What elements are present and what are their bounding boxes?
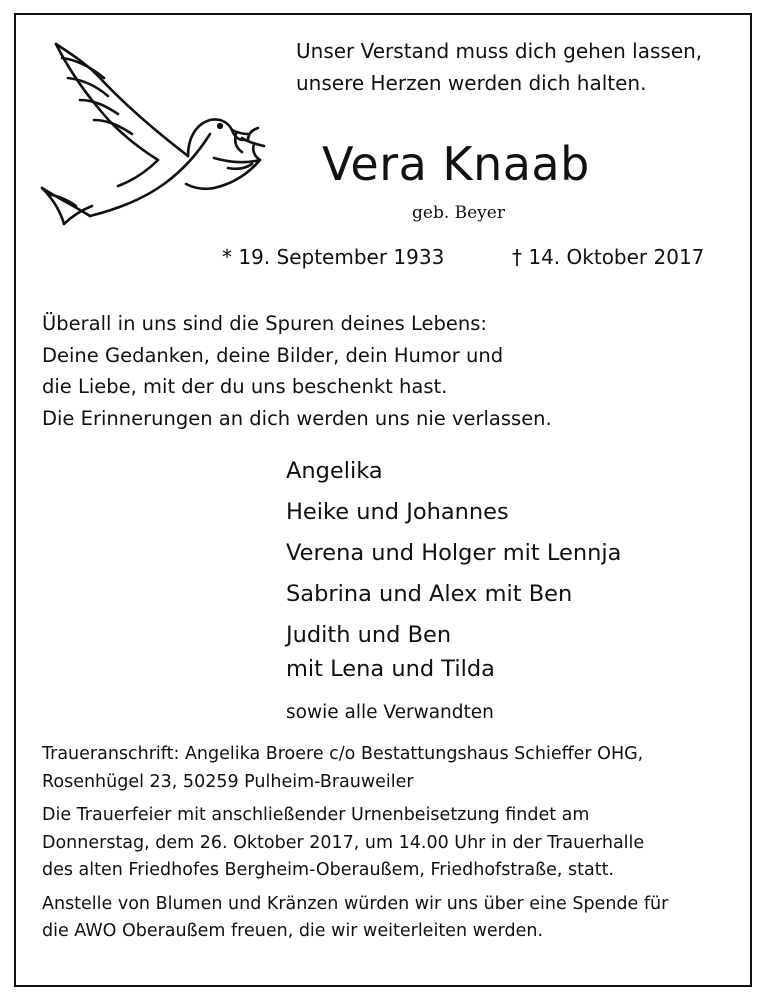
- ceremony-line: des alten Friedhofes Bergheim-Oberaußem, Friedhofstraße, statt.: [42, 860, 614, 880]
- mourner-name: Verena und Holger mit Lennja: [286, 540, 622, 566]
- other-relatives: sowie alle Verwandten: [286, 702, 494, 723]
- dove-icon: [38, 38, 268, 233]
- maiden-name: geb. Beyer: [412, 203, 505, 223]
- deceased-name: Vera Knaab: [322, 137, 590, 191]
- motto-line: unsere Herzen werden dich halten.: [296, 71, 647, 95]
- mourner-name: Angelika: [286, 458, 383, 484]
- mourner-name: Heike und Johannes: [286, 499, 509, 525]
- verse-line: die Liebe, mit der du uns beschenkt hast.: [42, 375, 448, 398]
- donation-line: die AWO Oberaußem freuen, die wir weiterleiten werden.: [42, 921, 544, 941]
- notices: [42, 741, 668, 946]
- address-line: Traueranschrift: Angelika Broere c/o Bestattungshaus Schieffer OHG,: [42, 744, 644, 764]
- address-line: Rosenhügel 23, 50259 Pulheim-Brauweiler: [42, 771, 414, 792]
- mourners-list: [286, 454, 621, 686]
- donation-line: Anstelle von Blumen und Kränzen würden wir uns über eine Spende für: [42, 893, 669, 914]
- mourner-name: Sabrina und Alex mit Ben: [286, 581, 573, 607]
- ceremony-line: Donnerstag, dem 26. Oktober 2017, um 14.00 Uhr in der Trauerhalle: [42, 832, 645, 853]
- verse-line: Deine Gedanken, deine Bilder, dein Humor und: [42, 343, 504, 367]
- death-date: † 14. Oktober 2017: [512, 245, 705, 269]
- birth-date: * 19. September 1933: [222, 245, 445, 269]
- mourner-name: Judith und Ben: [286, 622, 452, 648]
- mourner-name: mit Lena und Tilda: [286, 656, 495, 682]
- verse-line: Überall in uns sind die Spuren deines Lebens:: [42, 312, 487, 335]
- ceremony-line: Die Trauerfeier mit anschließender Urnenbeisetzung findet am: [42, 805, 590, 825]
- verse-line: Die Erinnerungen an dich werden uns nie verlassen.: [42, 406, 552, 430]
- verse: [42, 308, 552, 434]
- motto-line: Unser Verstand muss dich gehen lassen,: [296, 39, 703, 63]
- motto: [296, 35, 702, 99]
